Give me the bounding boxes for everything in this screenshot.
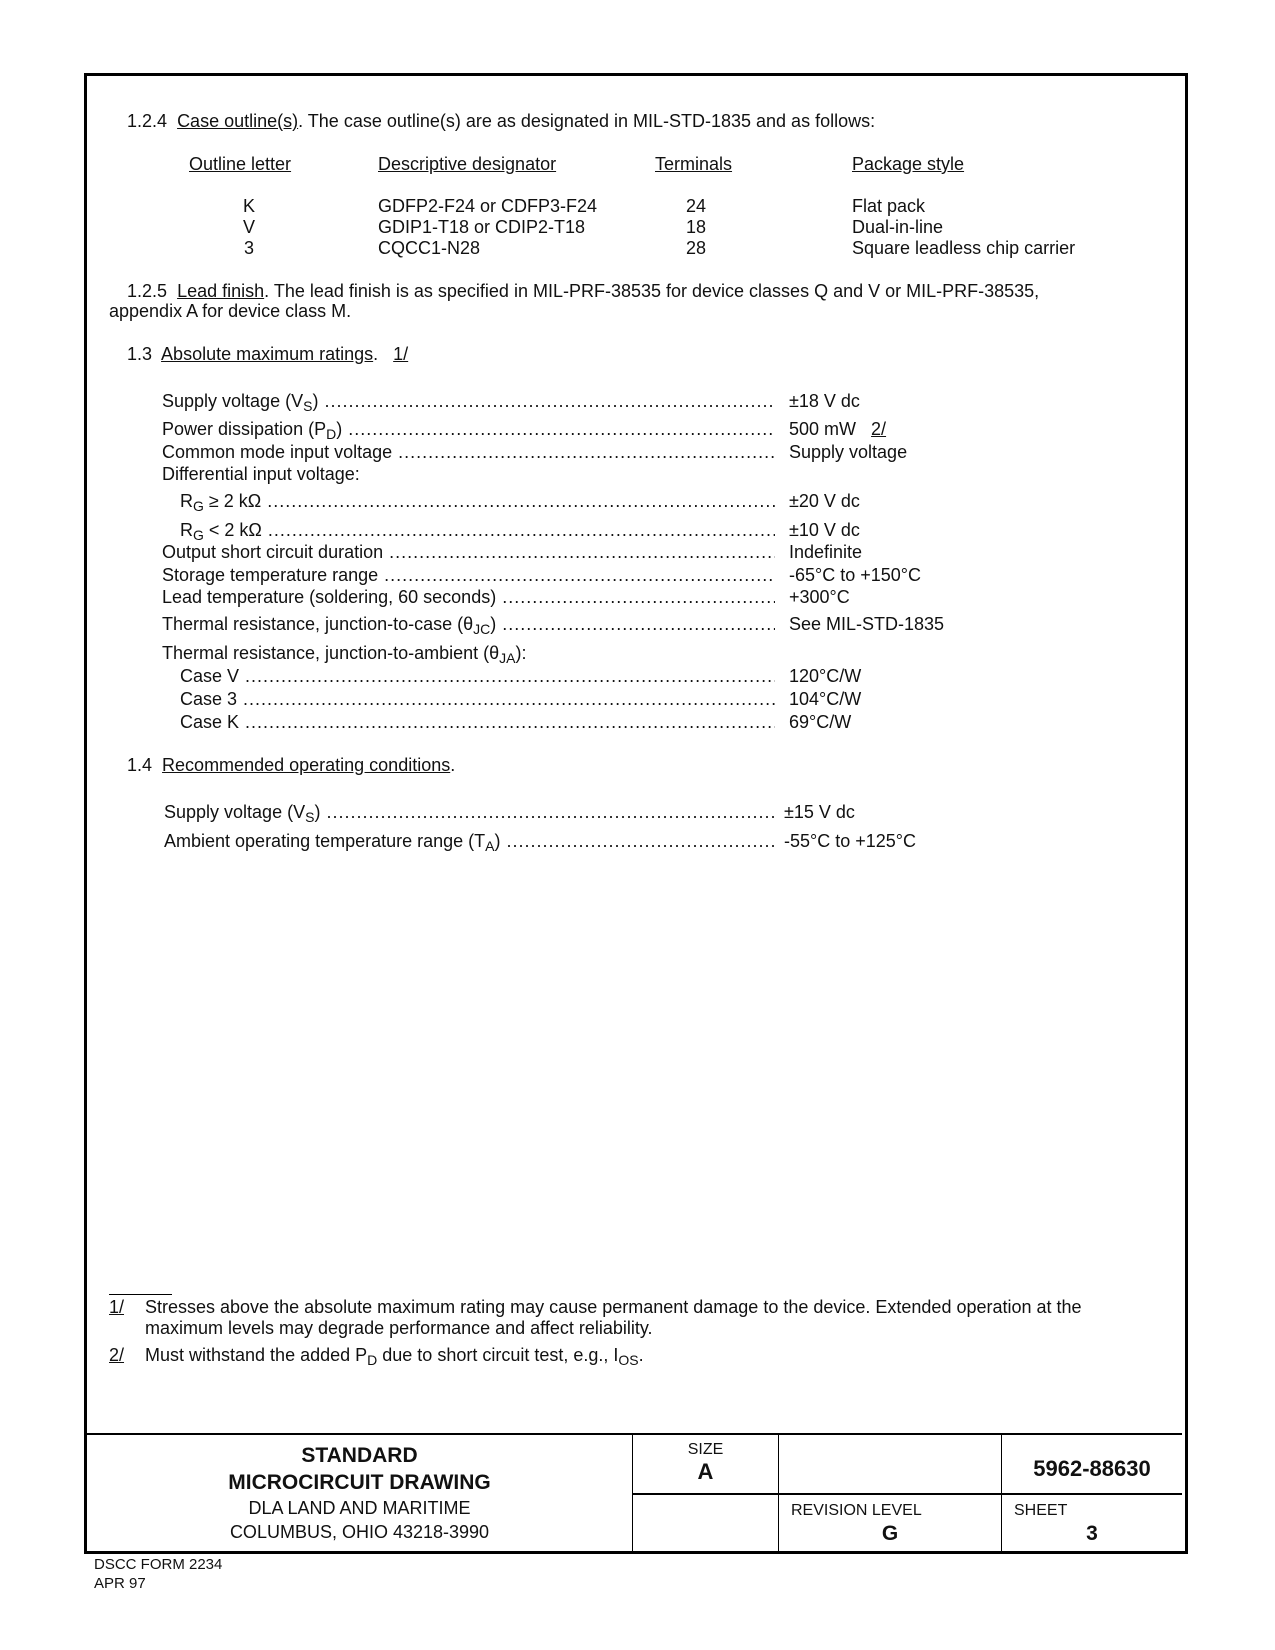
rating-value: 500 mW 2/ — [789, 419, 887, 439]
table-cell: 24 — [685, 196, 707, 216]
footnote-2-mark: 2/ — [109, 1345, 125, 1365]
rating-label: Thermal resistance, junction-to-ambient $(\theta_{JA})$: — [162, 643, 527, 666]
rating-value: Indefinite — [789, 542, 863, 562]
rating-row — [162, 464, 360, 484]
leader-dots — [243, 689, 775, 709]
leader-dots — [245, 712, 775, 732]
revision-value: G — [881, 1522, 899, 1545]
rating-label: Case V — [180, 666, 240, 686]
leader-dots — [245, 666, 775, 686]
leader-dots — [384, 565, 775, 585]
rating-value: +300°C — [789, 587, 850, 607]
rating-row — [164, 802, 775, 825]
rating-row — [180, 689, 775, 709]
rating-value: -55°C to +125°C — [784, 831, 916, 851]
drawing-number: 5962-88630 — [1033, 1456, 1151, 1481]
rating-value: Supply voltage — [789, 442, 908, 462]
table-cell: 18 — [685, 217, 707, 237]
header-terminals: Terminals — [655, 154, 733, 174]
rating-row — [162, 391, 775, 414]
rating-label: Lead temperature (soldering, 60 seconds) — [162, 587, 497, 607]
table-cell: Dual-in-line — [852, 217, 944, 237]
rating-label: Differential input voltage: — [162, 464, 360, 484]
rating-row — [180, 491, 775, 514]
rating-row — [162, 442, 775, 462]
rating-label: $R_G \ge 2$ kΩ — [180, 491, 262, 514]
leader-dots — [507, 831, 775, 851]
form-id: DSCC FORM 2234 APR 97 — [94, 1556, 223, 1592]
title-block-top-line — [87, 1433, 1182, 1435]
title-block-mid-line — [632, 1493, 1182, 1495]
rating-value: 104°C/W — [789, 689, 862, 709]
table-cell: 28 — [685, 238, 707, 258]
rating-row — [162, 587, 775, 607]
footnote-rule — [109, 1294, 172, 1295]
leader-dots — [267, 491, 775, 511]
rating-value: See MIL-STD-1835 — [789, 614, 945, 634]
table-cell: CQCC1-N28 — [378, 238, 481, 258]
table-cell: K — [242, 196, 255, 216]
header-package-style: Package style — [852, 154, 965, 174]
rating-value: 120°C/W — [789, 666, 862, 686]
footnote-1-line1: Stresses above the absolute maximum rating may cause permanent damage to the device. Extended operation at the — [145, 1297, 1082, 1317]
rating-value: -65°C to +150°C — [789, 565, 921, 585]
revision-label: REVISION LEVEL — [791, 1502, 922, 1519]
rating-label: Supply voltage $(V_S)$ — [162, 391, 319, 414]
footnote-1-mark: 1/ — [109, 1297, 125, 1317]
leader-dots — [348, 419, 775, 439]
rating-label: Case 3 — [180, 689, 238, 709]
leader-dots — [502, 614, 775, 634]
table-cell: GDIP1-T18 or CDIP2-T18 — [378, 217, 586, 237]
leader-dots — [268, 520, 775, 540]
rating-label: Power dissipation $(P_D)$ — [162, 419, 343, 442]
rating-value: ±20 V dc — [789, 491, 860, 511]
section-1-4: 1.4 Recommended operating conditions. — [127, 755, 456, 775]
rating-row — [162, 643, 527, 666]
rating-row — [180, 712, 775, 732]
rating-row — [180, 666, 775, 686]
rating-value: 69°C/W — [789, 712, 852, 732]
rating-row — [162, 542, 775, 562]
rating-row — [162, 419, 775, 442]
rating-row — [162, 565, 775, 585]
sheet-label: SHEET — [1014, 1502, 1068, 1519]
leader-dots — [389, 542, 775, 562]
title-block-org: DLA LAND AND MARITIME COLUMBUS, OHIO 43218-3990 — [229, 1498, 490, 1542]
leader-dots — [326, 802, 775, 822]
rating-row — [162, 614, 775, 637]
rating-label: Common mode input voltage — [162, 442, 393, 462]
leader-dots — [502, 587, 775, 607]
rating-row — [164, 831, 775, 854]
rating-value: ±10 V dc — [789, 520, 860, 540]
footnote-2-text: Must withstand the added $P_D$ due to short circuit test, e.g., $I_{OS}$. — [145, 1345, 644, 1368]
rating-label: Output short circuit duration — [162, 542, 384, 562]
rating-label: Storage temperature range — [162, 565, 379, 585]
leader-dots — [398, 442, 775, 462]
rating-label: Supply voltage $(V_S)$ — [164, 802, 321, 825]
sheet-value: 3 — [1086, 1522, 1098, 1545]
size-value: A — [697, 1459, 714, 1484]
section-1-2-5-cont: appendix A for device class M. — [109, 301, 352, 321]
footnote-1-line2: maximum levels may degrade performance and affect reliability. — [145, 1318, 653, 1338]
table-cell: Flat pack — [852, 196, 926, 216]
rating-value: ±18 V dc — [789, 391, 860, 411]
leader-dots — [324, 391, 775, 411]
table-cell: GDFP2-F24 or CDFP3-F24 — [378, 196, 598, 216]
table-cell: Square leadless chip carrier — [852, 238, 1076, 258]
section-1-2-4: 1.2.4 Case outline(s). The case outline(s) are as designated in MIL-STD-1835 and as follows: — [127, 111, 876, 131]
title-block-title: STANDARD MICROCIRCUIT DRAWING — [228, 1444, 491, 1494]
rating-value: ±15 V dc — [784, 802, 855, 822]
header-descriptive-designator: Descriptive designator — [378, 154, 557, 174]
section-1-3: 1.3 Absolute maximum ratings. 1/ — [127, 344, 409, 364]
rating-label: Case K — [180, 712, 240, 732]
rating-row — [180, 520, 775, 543]
rating-label: Ambient operating temperature range $(T_A)$ — [164, 831, 501, 854]
header-outline-letter: Outline letter — [189, 154, 292, 174]
table-cell: 3 — [243, 238, 254, 258]
section-1-2-5: 1.2.5 Lead finish. The lead finish is as specified in MIL-PRF-38535 for device classes Q and V or MIL-PRF-38535, — [127, 281, 1040, 301]
size-label: SIZE — [687, 1441, 724, 1458]
rating-label: Thermal resistance, junction-to-case $(\theta_{JC})$ — [162, 614, 497, 637]
table-cell: V — [242, 217, 255, 237]
rating-label: $R_G < 2$ kΩ — [180, 520, 262, 543]
